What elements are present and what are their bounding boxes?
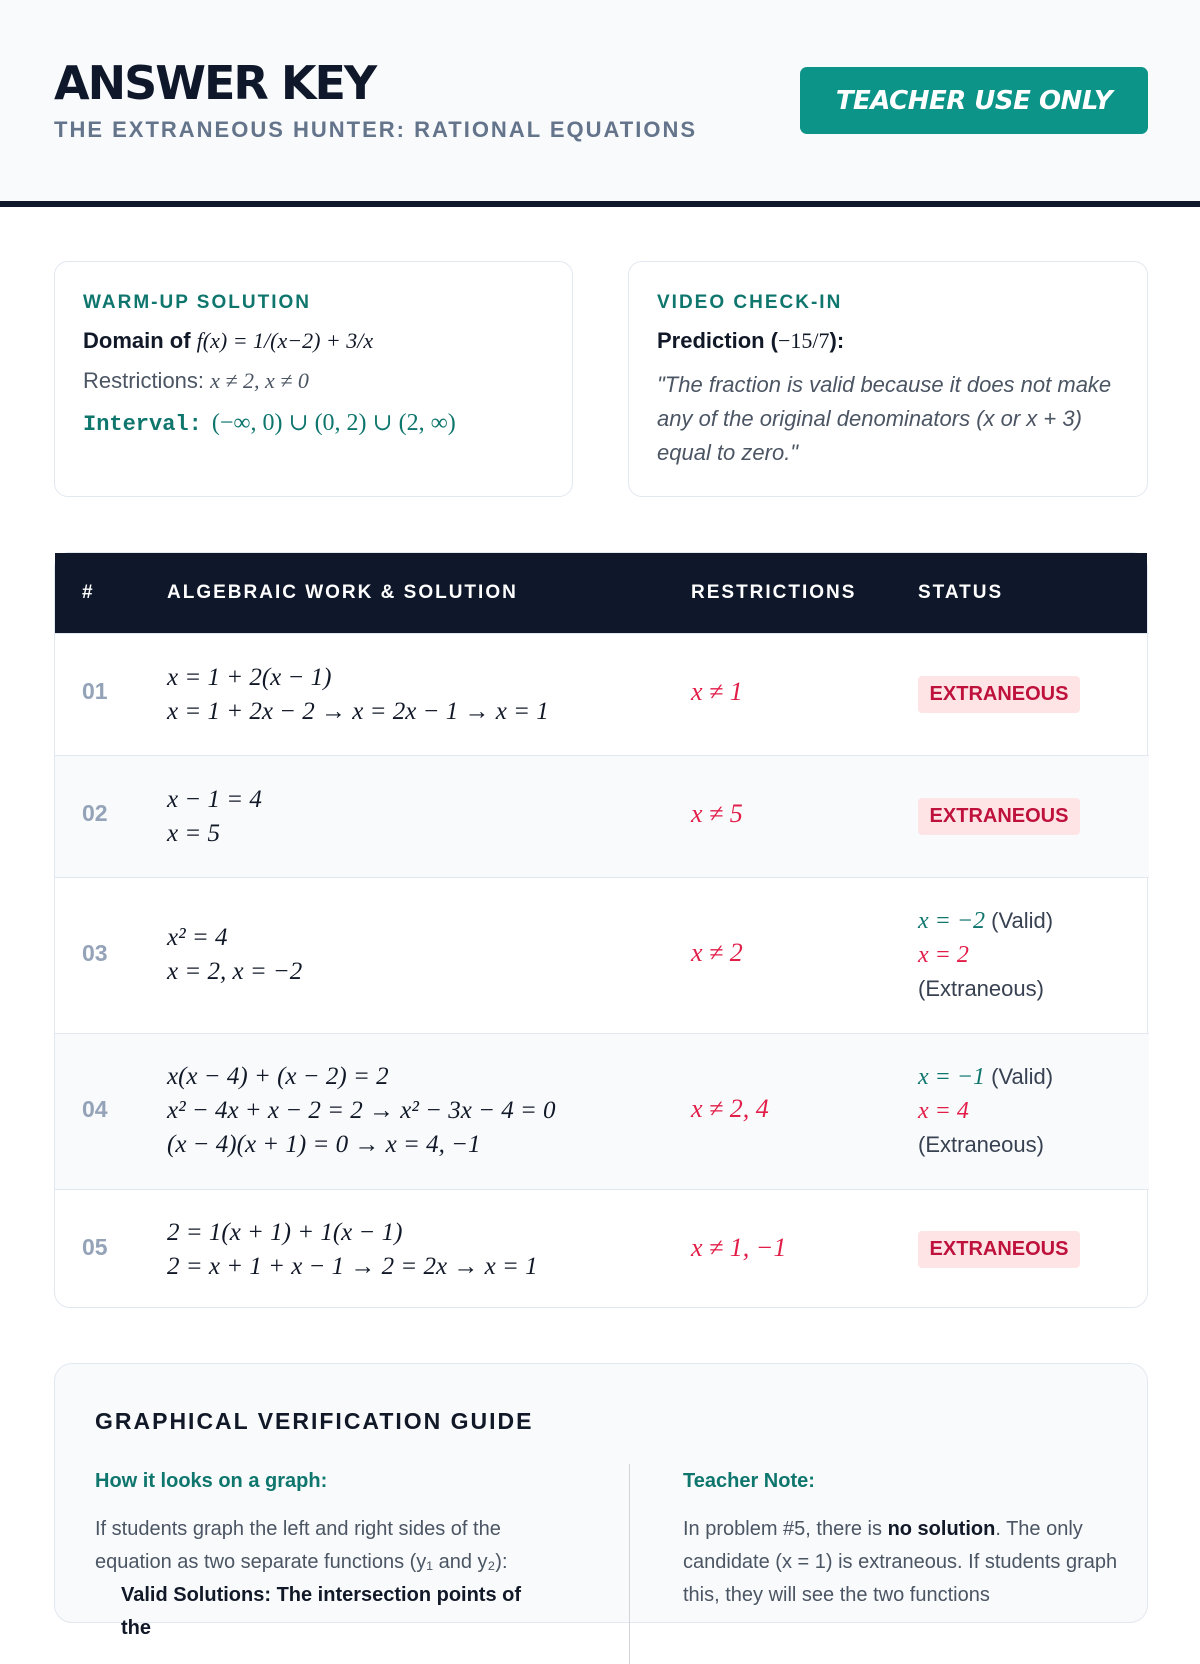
row-number: 02 [82,800,108,826]
row-work [167,783,262,851]
header-restrictions: RESTRICTIONS [691,582,857,603]
work-line: x = 1 + 2(x − 1) [167,664,332,691]
work-line: 2 = x + 1 + x − 1 → 2 = 2x → x = 1 [167,1253,538,1280]
status-valid-value: x = −1 [918,1064,986,1090]
work-line: x = 1 + 2x − 2 → x = 2x − 1 → x = 1 [167,698,549,725]
warmup-domain [83,328,544,354]
header-number: # [82,582,95,603]
warmup-domain-expr: f(x) = 1/(x−2) + 3/x [196,328,374,353]
guide-left-heading: How it looks on a graph: [95,1470,328,1492]
work-line: x = 5 [167,820,220,847]
row-number: 04 [82,1096,108,1122]
warmup-restrictions-expr: x ≠ 2, x ≠ 0 [210,368,309,393]
graphical-guide [54,1363,1148,1639]
status-extraneous-note: (Extraneous) [918,1132,1044,1157]
row-number: 05 [82,1234,108,1260]
row-restriction: x ≠ 2 [691,938,743,967]
warmup-label: WARM-UP SOLUTION [83,292,311,313]
guide-left-bullet: Valid Solutions: The intersection points of the [121,1584,522,1639]
header [0,0,1200,207]
guide-right-text [683,1513,1143,1612]
video-prediction-value: −15/7 [778,328,830,353]
status-valid [918,904,1053,938]
header-status: STATUS [918,582,1004,603]
row-number: 01 [82,678,108,704]
warmup-restrictions-prefix: Restrictions: [83,368,211,393]
video-card [628,261,1148,497]
status-valid-note: (Valid) [985,908,1054,933]
video-prediction-suffix: ): [829,328,845,353]
work-line: x² = 4 [167,924,228,951]
table-row [55,1189,1149,1309]
guide-right-text-2: . The only candidate (x = 1) is extraneous. If students graph this, they will see the two functions [683,1518,1118,1606]
guide-right-column [683,1470,1143,1612]
guide-right-text-bold: no solution [887,1518,996,1540]
warmup-card [54,261,573,497]
guide-title: GRAPHICAL VERIFICATION GUIDE [95,1408,534,1434]
page-subtitle: THE EXTRANEOUS HUNTER: RATIONAL EQUATIONS [54,117,698,142]
table-header [55,553,1147,633]
row-work [167,1060,556,1162]
solutions-table [54,552,1148,1308]
work-line: x(x − 4) + (x − 2) = 2 [167,1063,389,1090]
warmup-restrictions [83,368,544,394]
row-work [167,1216,538,1284]
row-restriction: x ≠ 1 [691,677,743,706]
row-number: 03 [82,940,108,966]
status-extraneous-value: x = 2 [918,942,969,968]
work-line: 2 = 1(x + 1) + 1(x − 1) [167,1219,403,1246]
guide-left-text: If students graph the left and right sides of the equation as two separate functions (y₁ and y₂): [95,1518,508,1573]
table-row [55,877,1149,1033]
video-prediction [657,328,1119,354]
warmup-domain-prefix: Domain of [83,328,197,353]
work-line: x² − 4x + x − 2 = 2 → x² − 3x − 4 = 0 [167,1097,556,1124]
page-title: ANSWER KEY [54,56,376,110]
work-line: (x − 4)(x + 1) = 0 → x = 4, −1 [167,1131,481,1158]
status-extraneous-value: x = 4 [918,1098,969,1124]
status-valid-value: x = −2 [918,908,986,934]
teacher-use-badge: TEACHER USE ONLY [800,67,1148,134]
row-work [167,921,302,989]
warmup-interval-label: Interval: [83,412,202,437]
status-badge: EXTRANEOUS [918,1231,1080,1268]
warmup-interval-value: (−∞, 0) ∪ (0, 2) ∪ (2, ∞) [211,410,456,436]
video-prediction-prefix: Prediction ( [657,328,779,353]
row-restriction: x ≠ 2, 4 [691,1094,769,1123]
video-quote: "The fraction is valid because it does not make any of the original denominators (x or x + 3) equal to zero." [657,372,1112,465]
guide-divider [629,1464,630,1664]
table-row [55,1033,1149,1189]
guide-left-column [95,1470,555,1645]
video-label: VIDEO CHECK-IN [657,292,843,313]
row-work [167,661,549,729]
guide-right-heading: Teacher Note: [683,1470,815,1492]
work-line: x − 1 = 4 [167,786,262,813]
status-badge: EXTRANEOUS [918,676,1080,713]
status-valid [918,1060,1053,1094]
status-extraneous-note: (Extraneous) [918,976,1044,1001]
status-badge: EXTRANEOUS [918,798,1080,835]
table-row [55,755,1149,877]
status-valid-note: (Valid) [985,1064,1054,1089]
row-restriction: x ≠ 1, −1 [691,1233,787,1262]
table-row [55,633,1149,755]
guide-right-text-1: In problem #5, there is [683,1518,888,1540]
row-status [918,904,1053,1006]
row-restriction: x ≠ 5 [691,799,743,828]
header-work: ALGEBRAIC WORK & SOLUTION [167,582,518,603]
warmup-interval [83,408,544,437]
work-line: x = 2, x = −2 [167,958,303,985]
row-status [918,1060,1053,1162]
